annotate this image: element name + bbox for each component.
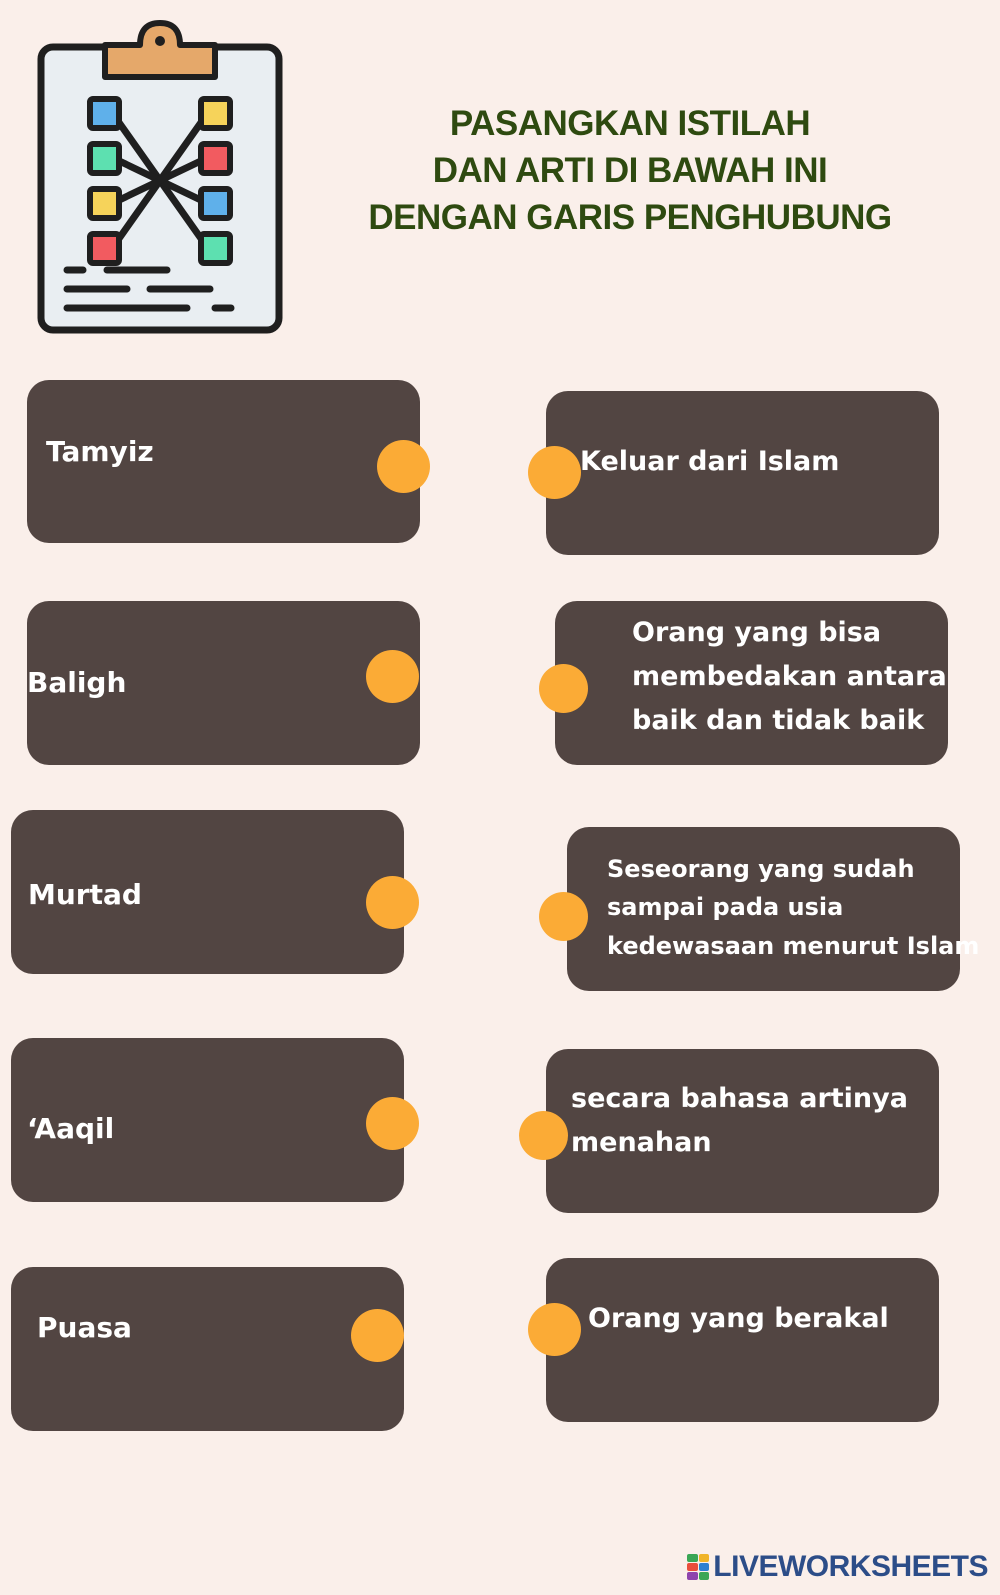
meaning-line: secara bahasa artinya xyxy=(571,1083,908,1114)
meaning-line: menahan xyxy=(571,1127,712,1158)
meaning-line: Orang yang berakal xyxy=(588,1303,889,1334)
clipboard-matching-icon xyxy=(35,15,295,340)
page-title xyxy=(330,100,930,241)
term-label: Puasa xyxy=(37,1311,132,1344)
meaning-connector-dot-3[interactable] xyxy=(539,892,588,941)
term-connector-dot-baligh[interactable] xyxy=(366,650,419,703)
meaning-connector-dot-5[interactable] xyxy=(528,1303,581,1356)
meaning-card-1 xyxy=(546,391,939,555)
liveworksheets-logo xyxy=(687,1549,988,1585)
term-card-baligh xyxy=(27,601,420,765)
term-card-puasa xyxy=(11,1267,404,1431)
meaning-card-3 xyxy=(567,827,980,991)
term-label: Baligh xyxy=(27,666,127,699)
meaning-card-2 xyxy=(555,601,948,765)
meaning-line: Orang yang bisa xyxy=(632,617,882,648)
meaning-line: membedakan antara xyxy=(632,661,947,692)
term-connector-dot-aaqil[interactable] xyxy=(366,1097,419,1150)
meaning-line: Keluar dari Islam xyxy=(580,446,840,477)
meaning-line: baik dan tidak baik xyxy=(632,705,925,736)
meaning-line: sampai pada usia xyxy=(607,893,844,921)
term-connector-dot-tamyiz[interactable] xyxy=(377,440,430,493)
liveworksheets-mark-icon xyxy=(687,1554,709,1580)
term-connector-dot-puasa[interactable] xyxy=(351,1309,404,1362)
meaning-connector-dot-1[interactable] xyxy=(528,446,581,499)
meaning-connector-dot-4[interactable] xyxy=(519,1111,568,1160)
meaning-card-4 xyxy=(546,1049,939,1213)
brand-name: LIVEWORKSHEETS xyxy=(713,1550,988,1583)
term-connector-dot-murtad[interactable] xyxy=(366,876,419,929)
title-line-1: PASANGKAN ISTILAH xyxy=(449,104,811,143)
meaning-line: Seseorang yang sudah xyxy=(607,855,915,883)
term-label: Tamyiz xyxy=(46,435,154,468)
term-card-tamyiz xyxy=(27,380,420,543)
term-card-aaqil xyxy=(11,1038,404,1202)
term-label: ‘Aaqil xyxy=(27,1112,115,1145)
meaning-line: kedewasaan menurut Islam xyxy=(607,932,980,960)
term-card-murtad xyxy=(11,810,404,974)
title-line-2: DAN ARTI DI BAWAH INI xyxy=(432,151,828,190)
meaning-connector-dot-2[interactable] xyxy=(539,664,588,713)
term-label: Murtad xyxy=(28,878,142,911)
meaning-card-5 xyxy=(546,1258,939,1422)
title-line-3: DENGAN GARIS PENGHUBUNG xyxy=(368,198,892,237)
